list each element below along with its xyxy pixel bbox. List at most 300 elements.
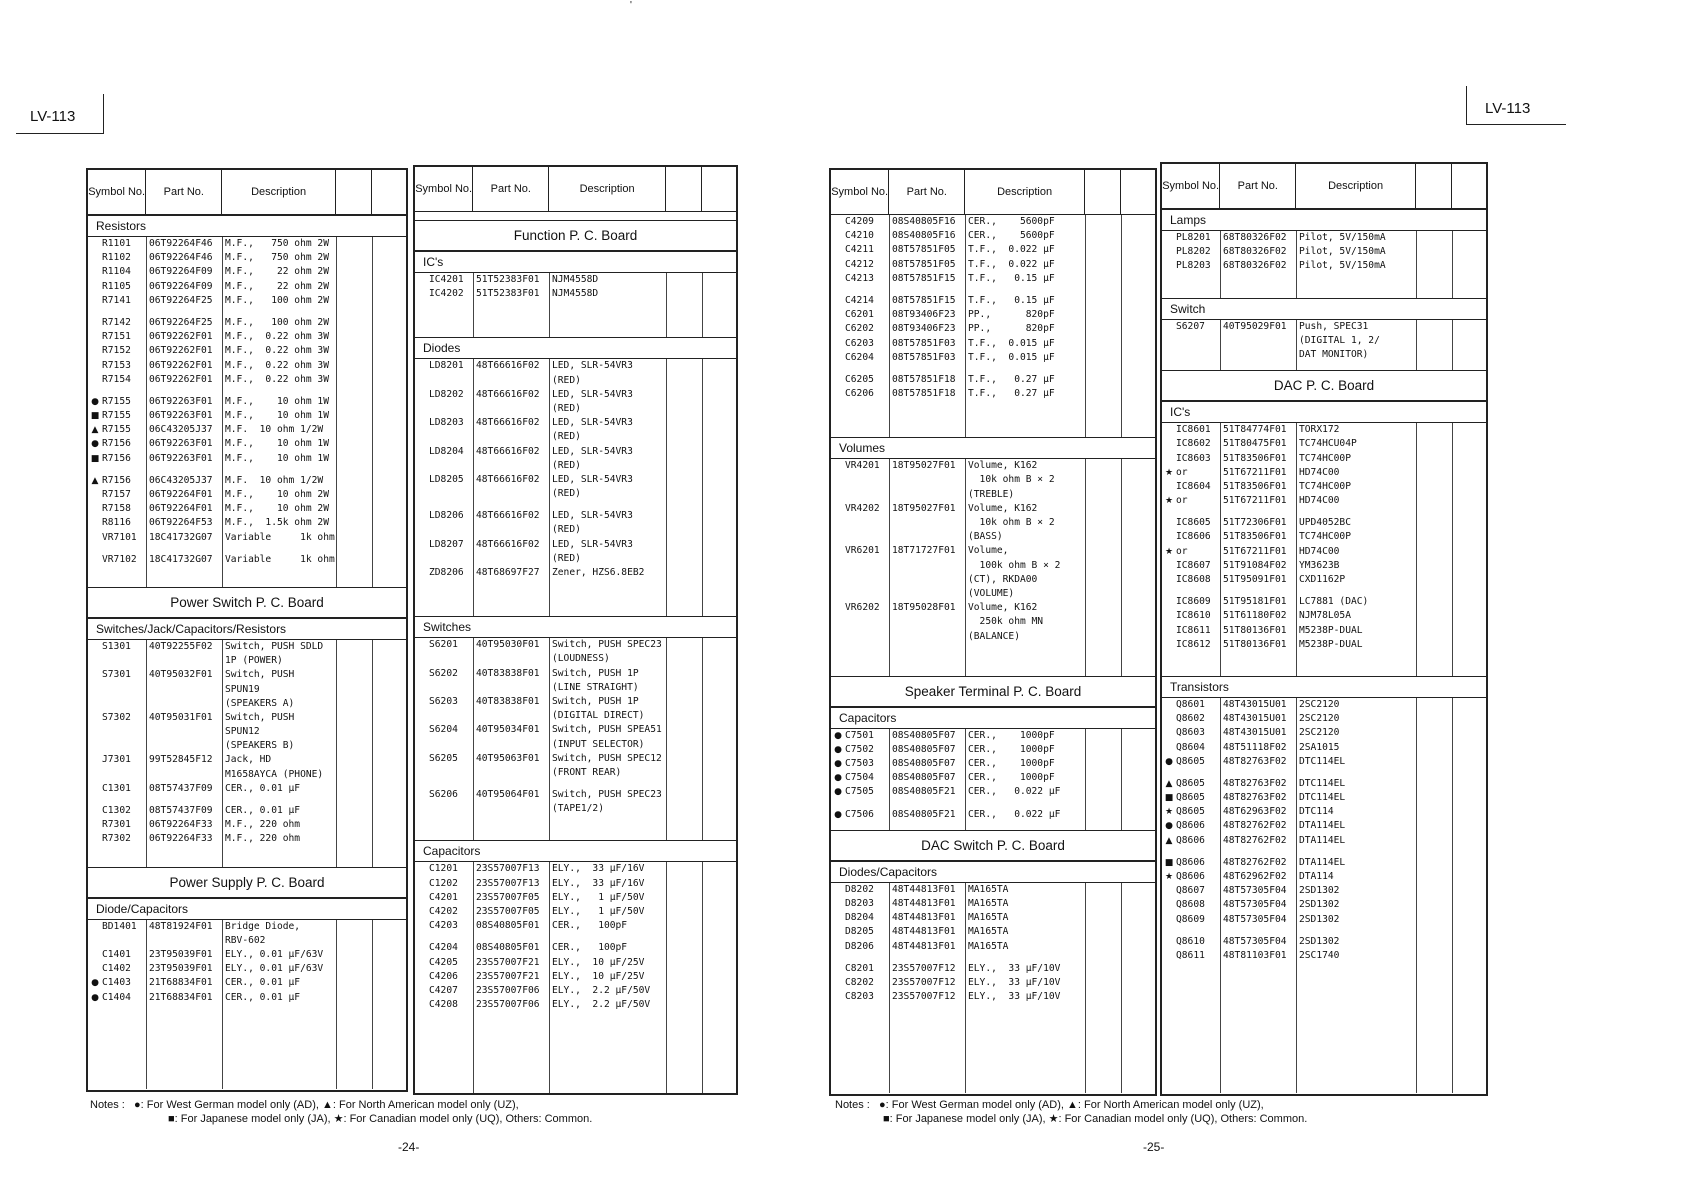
description: 2SD1302 <box>1299 899 1340 911</box>
part-no: 48T62962F02 <box>1223 871 1287 882</box>
table-row <box>415 788 736 802</box>
description: M.F. 10 ohm 1/2W <box>225 474 324 486</box>
model-marker <box>415 359 429 373</box>
part-no: 51T80136F01 <box>1223 624 1287 636</box>
symbol-no: IC8607 <box>1176 559 1211 571</box>
symbol-no: LD8205 <box>429 473 464 485</box>
model-marker <box>88 553 102 567</box>
part-no: 06T92262F01 <box>149 331 213 343</box>
part-no: 23S57007F13 <box>476 877 540 889</box>
model-marker <box>415 273 429 287</box>
part-no: 06T92262F01 <box>149 359 213 371</box>
section-header: Switches/Jack/Capacitors/Resistors <box>88 618 406 640</box>
table-row <box>88 768 406 782</box>
model-marker <box>831 272 845 286</box>
model-marker <box>1162 573 1176 587</box>
description: DAT MONITOR) <box>1299 348 1369 360</box>
table-row <box>88 251 406 265</box>
description: Pilot, 5V/150mA <box>1299 246 1386 258</box>
symbol-no: C6205 <box>845 373 874 385</box>
model-marker <box>831 308 845 322</box>
description: CER., 0.022 μF <box>968 786 1061 798</box>
part-no: 51T72306F01 <box>1223 517 1287 529</box>
symbol-no: S6204 <box>429 724 458 736</box>
description: T.F., 0.015 μF <box>968 337 1055 349</box>
parts-table-2 <box>413 165 738 1095</box>
table-row <box>415 374 736 388</box>
description: M.F., 750 ohm 2W <box>225 238 329 249</box>
part-no: 06T92263F01 <box>149 452 213 464</box>
table-row <box>831 771 1155 785</box>
part-no: 08S40805F01 <box>476 942 540 954</box>
part-no: 48T82762F02 <box>1223 834 1287 846</box>
notes-line2: ■: For Japanese model only (JA), ★: For Canadian model only (UQ), Others: Common. <box>168 1113 593 1125</box>
section-header: Diode/Capacitors <box>88 898 406 920</box>
part-no: 40T95063F01 <box>476 752 540 764</box>
model-marker <box>88 502 102 516</box>
symbol-no: C1401 <box>102 948 131 960</box>
description: CER., 0.01 μF <box>225 977 301 989</box>
table-row <box>831 587 1155 601</box>
table-row <box>88 488 406 502</box>
model-marker <box>415 788 429 802</box>
part-no: 40T95030F01 <box>476 639 540 651</box>
table-row <box>1162 898 1486 912</box>
row-gap <box>415 933 736 941</box>
table-row <box>415 738 736 752</box>
part-no: 51T80475F01 <box>1223 438 1287 450</box>
model-marker <box>1162 437 1176 451</box>
section-header: Volumes <box>831 437 1155 459</box>
symbol-no: Q8605 <box>1176 777 1205 789</box>
symbol-no: R7156 <box>102 452 131 464</box>
table-row <box>831 258 1155 272</box>
symbol-no <box>845 488 889 502</box>
table-row <box>1162 348 1486 362</box>
part-no <box>889 630 965 644</box>
description: M5238P-DUAL <box>1299 624 1363 636</box>
table-row <box>1162 755 1486 769</box>
header-part-no: Part No. <box>1220 164 1296 208</box>
symbol-no: D8204 <box>845 912 874 924</box>
table-row <box>1162 884 1486 898</box>
symbol-no: R7142 <box>102 316 131 328</box>
model-marker <box>415 891 429 905</box>
description: ELY., 2.2 μF/50V <box>552 984 651 996</box>
symbol-no: S1301 <box>102 640 131 652</box>
table-row <box>415 416 736 430</box>
table-row <box>831 337 1155 351</box>
table-row <box>415 919 736 933</box>
description: CER., 0.01 μF <box>225 991 301 1003</box>
description: Variable 1k ohm <box>225 553 335 565</box>
blank-space <box>1162 274 1486 286</box>
part-no: 08T57851F18 <box>892 388 956 400</box>
symbol-no: BD1401 <box>102 920 137 932</box>
part-no: 51T67211F01 <box>1223 545 1287 557</box>
table-row <box>831 387 1155 401</box>
symbol-no: IC8612 <box>1176 638 1211 650</box>
table-row <box>831 615 1155 629</box>
model-marker <box>1162 559 1176 573</box>
model-marker <box>831 897 845 911</box>
description: (RED) <box>552 374 581 386</box>
row-gap <box>831 286 1155 294</box>
symbol-no <box>845 530 889 544</box>
table-row <box>831 601 1155 615</box>
symbol-no: Q8609 <box>1176 913 1205 925</box>
description: M.F., 100 ohm 2W <box>225 316 329 328</box>
table-row <box>1162 452 1486 466</box>
symbol-no <box>429 459 473 473</box>
description: CER., 1000pF <box>968 729 1055 741</box>
description: M.F., 220 ohm <box>225 833 301 845</box>
board-header: DAC Switch P. C. Board <box>831 830 1155 861</box>
description: 2SC2120 <box>1299 713 1340 725</box>
blank-space <box>831 644 1155 656</box>
description: 2SD1302 <box>1299 885 1340 897</box>
description: TC74HC00P <box>1299 480 1351 492</box>
part-no: 23S57007F21 <box>476 956 540 968</box>
model-marker <box>1162 638 1176 652</box>
part-no: 48T57305F04 <box>1223 885 1287 897</box>
table-row <box>1162 320 1486 334</box>
description: DTA114EL <box>1299 834 1346 846</box>
symbol-no <box>1176 334 1220 348</box>
symbol-no: Q8603 <box>1176 727 1205 739</box>
description: ELY., 10 μF/25V <box>552 970 645 982</box>
description: Switch, PUSH 1P <box>552 667 639 679</box>
symbol-no: R7156 <box>102 474 131 486</box>
board-header: Power Supply P. C. Board <box>88 867 406 898</box>
model-marker <box>831 601 845 615</box>
row-gap <box>1162 927 1486 935</box>
model-marker <box>415 566 429 580</box>
table-row <box>831 785 1155 799</box>
symbol-no <box>429 766 473 780</box>
model-marker <box>88 725 102 739</box>
symbol-no: R8116 <box>102 517 131 529</box>
symbol-no <box>845 615 889 629</box>
description: Switch, PUSH <box>225 711 295 723</box>
header-extra-col <box>702 167 736 211</box>
part-no: 21T68834F01 <box>149 991 213 1003</box>
symbol-no: or <box>1176 545 1188 557</box>
table-row <box>831 940 1155 954</box>
parts-table-4 <box>1160 162 1488 1096</box>
symbol-no <box>845 559 889 573</box>
table-row <box>88 373 406 387</box>
description: RBV-602 <box>225 934 266 946</box>
table-row <box>415 487 736 501</box>
table-row <box>831 272 1155 286</box>
symbol-no: PL8201 <box>1176 232 1211 243</box>
table-row <box>1162 624 1486 638</box>
part-no <box>473 402 549 416</box>
model-marker <box>1162 245 1176 259</box>
description: Variable 1k ohm <box>225 531 335 543</box>
section-header: Lamps <box>1162 209 1486 231</box>
part-no <box>146 697 222 711</box>
table-row <box>415 984 736 998</box>
table-row <box>415 905 736 919</box>
part-no <box>146 739 222 753</box>
description: Zener, HZS6.8EB2 <box>552 567 645 578</box>
description: TC74HC00P <box>1299 531 1351 543</box>
symbol-no: R7151 <box>102 331 131 343</box>
part-no: 51T52383F01 <box>476 274 540 285</box>
symbol-no: ZD8206 <box>429 567 464 578</box>
row-gap <box>88 796 406 804</box>
table-row <box>415 877 736 891</box>
table-row <box>1162 638 1486 652</box>
description: 2SD1302 <box>1299 913 1340 925</box>
model-label-left: LV-113 <box>30 108 76 125</box>
table-row <box>831 544 1155 558</box>
board-header: Speaker Terminal P. C. Board <box>831 676 1155 707</box>
header-extra-col <box>1085 170 1122 214</box>
part-no: 08T57851F18 <box>892 373 956 385</box>
part-no: 51T67211F01 <box>1223 466 1287 478</box>
blank-space <box>831 413 1155 425</box>
description: Volume, K162 <box>968 502 1038 514</box>
part-no: 18T71727F01 <box>892 545 956 557</box>
description: 2SA1015 <box>1299 741 1340 753</box>
symbol-no: D8202 <box>845 883 874 895</box>
symbol-no <box>429 430 473 444</box>
table-row <box>831 559 1155 573</box>
part-no: 08T57851F05 <box>892 258 956 270</box>
model-marker <box>88 934 102 948</box>
model-marker <box>88 768 102 782</box>
model-marker <box>415 445 429 459</box>
table-header <box>1162 164 1486 209</box>
symbol-no: C6202 <box>845 323 874 335</box>
symbol-no: R7301 <box>102 819 131 831</box>
description: (RED) <box>552 459 581 471</box>
part-no <box>473 766 549 780</box>
model-marker <box>1162 480 1176 494</box>
part-no: 51T52383F01 <box>476 288 540 300</box>
model-marker <box>1162 935 1176 949</box>
board-header: Power Switch P. C. Board <box>88 587 406 618</box>
symbol-no: LD8207 <box>429 538 464 550</box>
table-row <box>415 752 736 766</box>
model-marker: ● <box>91 396 99 407</box>
part-no: 48T66616F02 <box>476 417 540 429</box>
model-marker <box>88 804 102 818</box>
blank-space <box>415 580 736 592</box>
table-row <box>88 818 406 832</box>
description: CER., 0.022 μF <box>968 808 1061 820</box>
part-no: 51T61180F02 <box>1223 610 1287 622</box>
symbol-no <box>429 523 473 537</box>
model-marker <box>415 970 429 984</box>
row-gap <box>831 800 1155 808</box>
model-marker <box>1162 898 1176 912</box>
model-marker <box>1162 712 1176 726</box>
symbol-no: IC8611 <box>1176 624 1211 636</box>
row-gap <box>88 466 406 474</box>
symbol-no: VR4201 <box>845 460 880 472</box>
description: ELY., 33 μF/16V <box>552 863 645 875</box>
table-row <box>831 351 1155 365</box>
table-row <box>831 573 1155 587</box>
part-no: 18C41732G07 <box>149 553 213 565</box>
table-row <box>415 402 736 416</box>
symbol-no: IC8602 <box>1176 438 1211 450</box>
description: T.F., 0.27 μF <box>968 388 1055 400</box>
part-no: 40T95064F01 <box>476 789 540 801</box>
model-marker <box>88 739 102 753</box>
symbol-no: IC8603 <box>1176 452 1211 464</box>
description: LED, SLR-54VR3 <box>552 538 633 550</box>
description: DTC114EL <box>1299 792 1346 804</box>
model-right-rule <box>1466 124 1566 125</box>
table-row <box>831 976 1155 990</box>
symbol-no: C4211 <box>845 244 874 256</box>
description: (DIGITAL DIRECT) <box>552 710 645 722</box>
blank-space <box>415 604 736 616</box>
description: T.F., 0.022 μF <box>968 258 1055 270</box>
part-no <box>889 473 965 487</box>
section-header: Diodes/Capacitors <box>831 861 1155 883</box>
model-marker <box>1162 884 1176 898</box>
model-marker: ▲ <box>91 425 99 436</box>
table-row <box>88 654 406 668</box>
table-row <box>831 990 1155 1004</box>
symbol-no: C4212 <box>845 258 874 270</box>
table-row <box>415 941 736 955</box>
model-marker <box>831 516 845 530</box>
table-row <box>1162 834 1486 848</box>
part-no <box>473 374 549 388</box>
part-no: 48T44813F01 <box>892 898 956 909</box>
part-no: 06T92264F09 <box>149 266 213 278</box>
description: M.F., 1.5k ohm 2W <box>225 517 329 529</box>
symbol-no: C7501 <box>845 729 874 741</box>
table-body <box>1162 209 1486 1093</box>
symbol-no: R7157 <box>102 489 131 500</box>
model-marker <box>1162 741 1176 755</box>
part-no: 40T83838F01 <box>476 667 540 679</box>
model-marker <box>831 322 845 336</box>
part-no: 18T95028F01 <box>892 602 956 614</box>
part-no: 48T44813F01 <box>892 940 956 952</box>
description: SPUN19 <box>225 683 260 695</box>
part-no: 08S40805F07 <box>892 743 956 755</box>
description: NJM4558D <box>552 274 599 285</box>
part-no <box>473 681 549 695</box>
notes-line1: ●: For West German model only (AD), ▲: For North American model only (UZ), <box>134 1099 519 1111</box>
description: Switch, PUSH SPEC23 <box>552 639 662 651</box>
model-marker <box>88 711 102 725</box>
model-marker <box>415 459 429 473</box>
description: 250k ohm MN <box>968 616 1044 628</box>
part-no: 48T82762F02 <box>1223 856 1287 868</box>
symbol-no: C8201 <box>845 962 874 974</box>
row-gap <box>88 545 406 553</box>
description: (CT), RKDA00 <box>968 573 1038 585</box>
blank-space <box>1162 286 1486 298</box>
symbol-no: or <box>1176 495 1188 507</box>
part-no: 48T43015U01 <box>1223 727 1287 739</box>
description: M.F., 10 ohm 1W <box>225 452 329 464</box>
description: CER., 100pF <box>552 920 628 932</box>
symbol-no: R7155 <box>102 410 131 422</box>
symbol-no: IC8610 <box>1176 610 1211 622</box>
symbol-no: C6203 <box>845 337 874 349</box>
part-no: 51T83506F01 <box>1223 452 1287 464</box>
section-header: Transistors <box>1162 676 1486 698</box>
symbol-no: Q8607 <box>1176 885 1205 897</box>
part-no: 23S57007F06 <box>476 999 540 1011</box>
description: DTC114EL <box>1299 755 1346 767</box>
part-no: 23S57007F13 <box>476 863 540 875</box>
description: (LOUDNESS) <box>552 653 610 665</box>
table-row <box>1162 935 1486 949</box>
model-label-right: LV-113 <box>1485 100 1531 117</box>
table-row <box>1162 870 1486 884</box>
description: LED, SLR-54VR3 <box>552 445 633 457</box>
header-extra-col <box>1416 164 1453 208</box>
model-marker <box>415 905 429 919</box>
table-row <box>1162 805 1486 819</box>
table-row <box>88 516 406 530</box>
part-no: 48T82763F02 <box>1223 777 1287 789</box>
part-no <box>1220 334 1296 348</box>
blank-space <box>415 325 736 337</box>
description: DTA114EL <box>1299 856 1346 868</box>
table-row <box>1162 777 1486 791</box>
symbol-no: S6206 <box>429 789 458 801</box>
symbol-no <box>429 402 473 416</box>
description: (INPUT SELECTOR) <box>552 738 645 750</box>
table-row <box>1162 494 1486 508</box>
symbol-no: VR6202 <box>845 602 880 614</box>
table-row <box>831 294 1155 308</box>
description: (LINE STRAIGHT) <box>552 681 639 693</box>
part-no: 23T95039F01 <box>149 948 213 960</box>
table-header <box>88 170 406 215</box>
notes-line1: ●: For West German model only (AD), ▲: For North American model only (UZ), <box>879 1099 1264 1111</box>
table-row <box>831 925 1155 939</box>
blank-space <box>415 592 736 604</box>
description: TC74HC00P <box>1299 452 1351 464</box>
model-marker <box>831 229 845 243</box>
table-row <box>415 523 736 537</box>
symbol-no: R7155 <box>102 424 131 436</box>
board-header: DAC P. C. Board <box>1162 370 1486 401</box>
part-no: 08T57851F03 <box>892 337 956 349</box>
part-no: 08S40805F01 <box>476 920 540 932</box>
description: M.F., 22 ohm 2W <box>225 280 329 292</box>
description: DTC114 <box>1299 806 1334 818</box>
model-right-vrule <box>1466 86 1467 124</box>
description: ELY., 1 μF/50V <box>552 906 645 917</box>
description: T.F., 0.15 μF <box>968 294 1055 306</box>
part-no: 48T43015U01 <box>1223 713 1287 725</box>
table-row <box>415 766 736 780</box>
table-row <box>415 273 736 287</box>
part-no: 51T67211F01 <box>1223 495 1287 507</box>
symbol-no: S6201 <box>429 639 458 651</box>
part-no <box>889 587 965 601</box>
description: MA165TA <box>968 883 1009 895</box>
model-marker: ★ <box>1164 546 1174 557</box>
part-no: 48T62963F02 <box>1223 806 1287 818</box>
part-no: 06T92263F01 <box>149 395 213 407</box>
